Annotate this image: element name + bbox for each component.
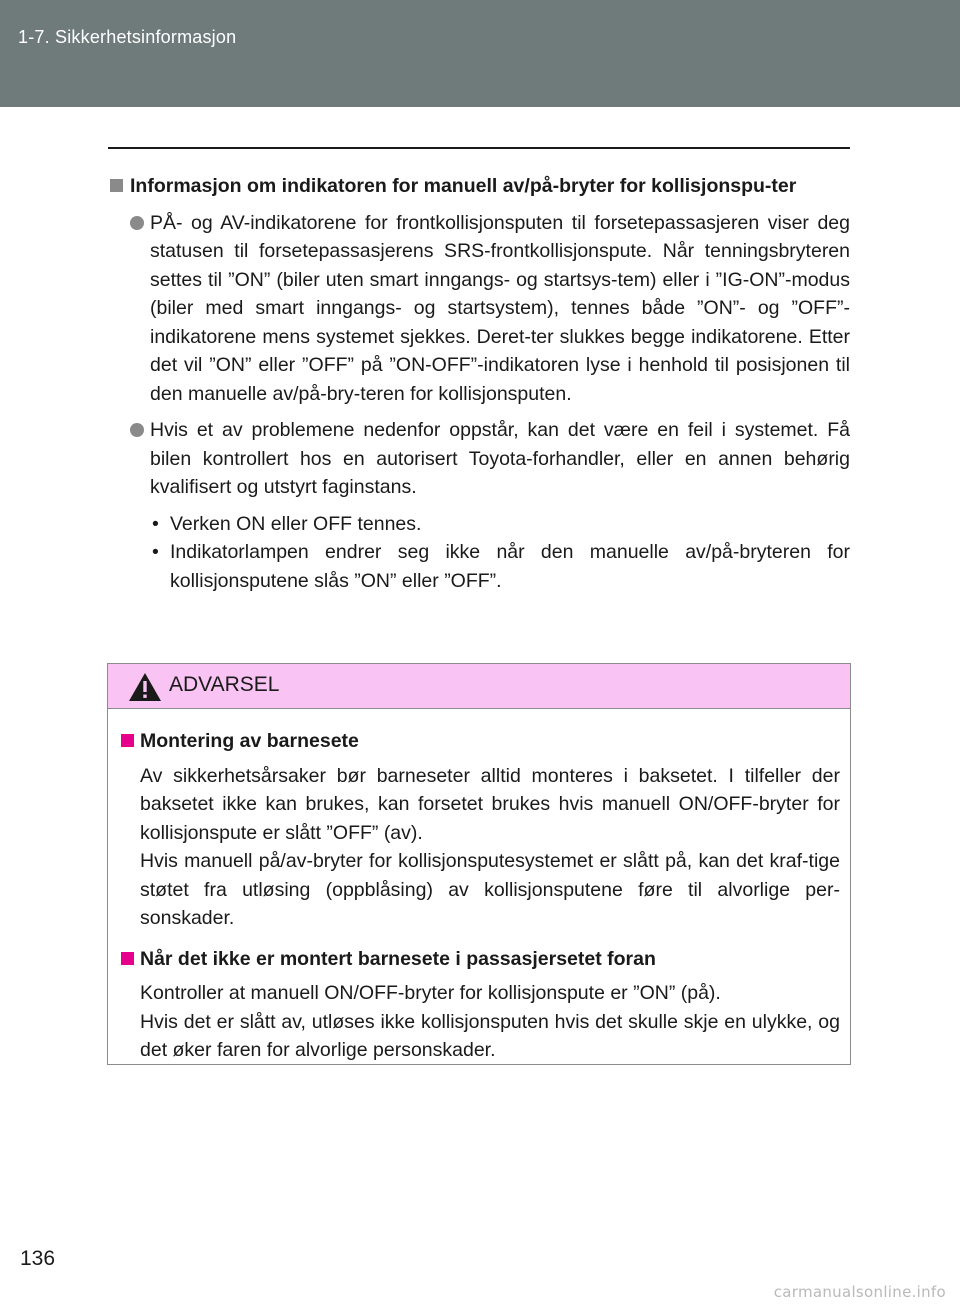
warning-paragraph: Hvis det er slått av, utløses ikke kollisjonsputen hvis det skulle skje en ulykke, og det øker faren for alvorlige personskader. — [140, 1010, 840, 1061]
page-number: 136 — [20, 1247, 56, 1270]
sub-item-text: Indikatorlampen endrer seg ikke når den manuelle av/på-bryteren for kollisjonsputene slås ”ON” eller ”OFF”. — [170, 541, 850, 592]
dot-bullet-icon: • — [152, 512, 159, 535]
square-bullet-icon — [121, 952, 134, 965]
bullet-item — [130, 209, 850, 409]
sub-item-text: Verken ON eller OFF tennes. — [170, 512, 422, 535]
warning-triangle-icon — [128, 672, 162, 702]
warning-label: ADVARSEL — [169, 673, 280, 696]
bullet-text: Hvis et av problemene nedenfor oppstår, kan det være en feil i systemet. Få bilen kontrollert hos en autorisert Toyota-forhandler, eller en annen behørig kvalifisert og utstyrt faginstans. — [150, 419, 850, 498]
watermark: carmanualsonline.info — [773, 1283, 946, 1301]
sub-list-item — [150, 538, 850, 595]
warning-box — [107, 663, 851, 1065]
warning-heading-text: Når det ikke er montert barnesete i passasjersetet foran — [140, 947, 656, 970]
warning-body — [108, 709, 850, 1065]
warning-paragraph: Kontroller at manuell ON/OFF-bryter for kollisjonspute er ”ON” (på). — [140, 982, 721, 1004]
bullet-item — [130, 416, 850, 502]
dot-bullet-icon: • — [152, 541, 159, 563]
warning-paragraph: Hvis manuell på/av-bryter for kollisjonsputesystemet er slått på, kan det kraf-tige støtet fra utløsing (oppblåsing) av kollisjonsputene føre til alvorlige per-sonskader. — [140, 850, 840, 929]
bullet-text: PÅ- og AV-indikatorene for frontkollisjonsputen til forsetepassasjeren viser deg statusen til forsetepassasjerens SRS-frontkollisjonspute. Når tenningsbryteren settes til ”ON” (biler uten smart inngangs- og startsys-tem) eller i ”IG-ON”-modus (biler med smart inngangs- og startsystem), tennes både ”ON”- og ”OFF”-indikatorene mens systemet sjekkes. Deret-ter slukkes begge indikatorene. Etter det vil ”ON” eller ”OFF” på ”ON-OFF”-indikatoren lyse i henhold til posisjonen til den manuelle av/på-bry-teren for kollisjonsputen. — [150, 211, 850, 405]
header-band — [0, 0, 960, 107]
section-heading — [108, 172, 850, 201]
sub-list — [150, 510, 850, 596]
warning-paragraph: Av sikkerhetsårsaker bør barneseter alltid monteres i baksetet. I tilfeller der baksetet ikke kan brukes, kan forsetet brukes hvis manuell ON/OFF-bryter for kollisjonspute er slått ”OFF” (av). — [140, 764, 840, 844]
warning-header — [108, 664, 850, 709]
warning-section-heading — [118, 945, 840, 974]
main-content — [108, 172, 850, 595]
warning-section-heading — [118, 727, 840, 756]
circle-bullet-icon — [130, 423, 144, 437]
circle-bullet-icon — [130, 216, 144, 230]
square-bullet-icon — [121, 734, 134, 747]
section-heading-text: Informasjon om indikatoren for manuell av/på-bryter for kollisjonspu-ter — [130, 175, 797, 197]
top-divider — [108, 147, 850, 149]
sub-list-item — [150, 510, 850, 539]
square-bullet-icon — [110, 179, 123, 192]
section-title: 1-7. Sikkerhetsinformasjon — [18, 27, 237, 47]
warning-heading-text: Montering av barnesete — [140, 730, 359, 752]
